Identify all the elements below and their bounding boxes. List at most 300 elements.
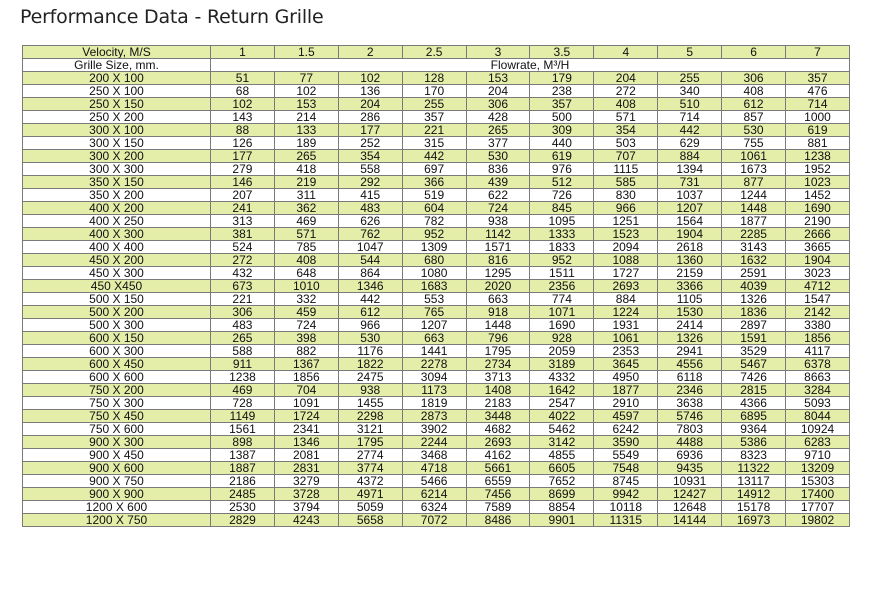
flowrate-cell: 1511 [530, 267, 594, 280]
flowrate-cell: 255 [658, 72, 722, 85]
flowrate-cell: 3023 [786, 267, 850, 280]
flowrate-cell: 510 [658, 98, 722, 111]
flowrate-cell: 2142 [786, 306, 850, 319]
flowrate-cell: 265 [274, 150, 338, 163]
flowrate-cell: 1207 [402, 319, 466, 332]
table-row [23, 475, 850, 488]
flowrate-cell: 1690 [530, 319, 594, 332]
velocity-header-cell: 4 [594, 46, 658, 59]
flowrate-cell: 6283 [786, 436, 850, 449]
flowrate-cell: 1367 [274, 358, 338, 371]
flowrate-cell: 1931 [594, 319, 658, 332]
flowrate-cell: 3713 [466, 371, 530, 384]
flowrate-cell: 16973 [722, 514, 786, 527]
grille-size-cell: 1200 X 600 [23, 501, 211, 514]
flowrate-cell: 2666 [786, 228, 850, 241]
flowrate-cell: 4718 [402, 462, 466, 475]
flowrate-cell: 519 [402, 189, 466, 202]
flowrate-cell: 622 [466, 189, 530, 202]
flowrate-cell: 673 [211, 280, 275, 293]
table-row [23, 462, 850, 475]
flowrate-cell: 306 [466, 98, 530, 111]
grille-size-cell: 600 X 300 [23, 345, 211, 358]
flowrate-cell: 976 [530, 163, 594, 176]
velocity-header-cell: 3.5 [530, 46, 594, 59]
velocity-header-row [23, 46, 850, 59]
flowrate-cell: 755 [722, 137, 786, 150]
table-row [23, 280, 850, 293]
table-row [23, 501, 850, 514]
flowrate-cell: 8699 [530, 488, 594, 501]
flowrate-cell: 724 [274, 319, 338, 332]
flowrate-cell: 663 [466, 293, 530, 306]
grille-size-cell: 450 X 300 [23, 267, 211, 280]
flowrate-cell: 1632 [722, 254, 786, 267]
flowrate-cell: 11322 [722, 462, 786, 475]
flowrate-cell: 214 [274, 111, 338, 124]
flowrate-cell: 604 [402, 202, 466, 215]
flowrate-cell: 272 [594, 85, 658, 98]
flowrate-cell: 707 [594, 150, 658, 163]
flowrate-cell: 252 [338, 137, 402, 150]
flowrate-cell: 2059 [530, 345, 594, 358]
flowrate-cell: 1904 [786, 254, 850, 267]
flowrate-cell: 571 [274, 228, 338, 241]
table-row [23, 488, 850, 501]
flowrate-cell: 1037 [658, 189, 722, 202]
velocity-header-cell: 1.5 [274, 46, 338, 59]
flowrate-cell: 4372 [338, 475, 402, 488]
flowrate-cell: 762 [338, 228, 402, 241]
flowrate-cell: 500 [530, 111, 594, 124]
flowrate-cell: 7652 [530, 475, 594, 488]
flowrate-cell: 10931 [658, 475, 722, 488]
flowrate-cell: 68 [211, 85, 275, 98]
flowrate-cell: 5746 [658, 410, 722, 423]
flowrate-cell: 11315 [594, 514, 658, 527]
flowrate-cell: 1091 [274, 397, 338, 410]
velocity-header-cell: 1 [211, 46, 275, 59]
flowrate-cell: 1142 [466, 228, 530, 241]
flowrate-cell: 366 [402, 176, 466, 189]
flowrate-cell: 14144 [658, 514, 722, 527]
flowrate-cell: 1309 [402, 241, 466, 254]
flowrate-cell: 2475 [338, 371, 402, 384]
flowrate-cell: 796 [466, 332, 530, 345]
flowrate-cell: 1642 [530, 384, 594, 397]
flowrate-cell: 255 [402, 98, 466, 111]
table-row [23, 410, 850, 423]
grille-size-cell: 250 X 150 [23, 98, 211, 111]
flowrate-cell: 357 [402, 111, 466, 124]
flowrate-cell: 204 [338, 98, 402, 111]
flowrate-cell: 221 [402, 124, 466, 137]
flowrate-cell: 398 [274, 332, 338, 345]
flowrate-cell: 9901 [530, 514, 594, 527]
table-row [23, 254, 850, 267]
flowrate-cell: 204 [594, 72, 658, 85]
flowrate-cell: 189 [274, 137, 338, 150]
flowrate-cell: 2183 [466, 397, 530, 410]
grille-size-cell: 350 X 150 [23, 176, 211, 189]
flowrate-cell: 864 [338, 267, 402, 280]
flowrate-cell: 17707 [786, 501, 850, 514]
flowrate-cell: 4597 [594, 410, 658, 423]
flowrate-cell: 207 [211, 189, 275, 202]
table-row [23, 293, 850, 306]
flowrate-cell: 286 [338, 111, 402, 124]
grille-size-cell: 900 X 900 [23, 488, 211, 501]
flowrate-cell: 1523 [594, 228, 658, 241]
flowrate-cell: 381 [211, 228, 275, 241]
flowrate-cell: 911 [211, 358, 275, 371]
flowrate-cell: 648 [274, 267, 338, 280]
flowrate-cell: 2485 [211, 488, 275, 501]
flowrate-cell: 704 [274, 384, 338, 397]
flowrate-cell: 836 [466, 163, 530, 176]
flowrate-cell: 6118 [658, 371, 722, 384]
flowrate-cell: 8745 [594, 475, 658, 488]
flowrate-cell: 4682 [466, 423, 530, 436]
flowrate-cell: 1105 [658, 293, 722, 306]
flowrate-cell: 1115 [594, 163, 658, 176]
table-row [23, 423, 850, 436]
table-row [23, 124, 850, 137]
flowrate-cell: 1856 [274, 371, 338, 384]
flowrate-cell: 4243 [274, 514, 338, 527]
flowrate-cell: 8486 [466, 514, 530, 527]
grille-size-cell: 600 X 450 [23, 358, 211, 371]
flowrate-cell: 4117 [786, 345, 850, 358]
grille-size-cell: 450 X 200 [23, 254, 211, 267]
grille-size-cell: 900 X 450 [23, 449, 211, 462]
flowrate-cell: 4971 [338, 488, 402, 501]
flowrate-cell: 1564 [658, 215, 722, 228]
table-row [23, 384, 850, 397]
flowrate-cell: 4332 [530, 371, 594, 384]
flowrate-cell: 731 [658, 176, 722, 189]
velocity-header-cell: 5 [658, 46, 722, 59]
flowrate-cell: 884 [594, 293, 658, 306]
flowrate-cell: 629 [658, 137, 722, 150]
flowrate-cell: 785 [274, 241, 338, 254]
flowrate-cell: 5386 [722, 436, 786, 449]
flowrate-cell: 418 [274, 163, 338, 176]
flowrate-cell: 3366 [658, 280, 722, 293]
flowrate-cell: 265 [466, 124, 530, 137]
flowrate-cell: 415 [338, 189, 402, 202]
flowrate-cell: 2547 [530, 397, 594, 410]
flowrate-cell: 1441 [402, 345, 466, 358]
flowrate-header-row [23, 59, 850, 72]
flowrate-cell: 1591 [722, 332, 786, 345]
flowrate-cell: 7426 [722, 371, 786, 384]
flowrate-cell: 530 [338, 332, 402, 345]
flowrate-cell: 4855 [530, 449, 594, 462]
flowrate-cell: 10924 [786, 423, 850, 436]
flowrate-cell: 1836 [722, 306, 786, 319]
flowrate-cell: 279 [211, 163, 275, 176]
flowrate-cell: 2278 [402, 358, 466, 371]
flowrate-cell: 877 [722, 176, 786, 189]
flowrate-cell: 3590 [594, 436, 658, 449]
flowrate-cell: 2530 [211, 501, 275, 514]
flowrate-cell: 440 [530, 137, 594, 150]
flowrate-cell: 8854 [530, 501, 594, 514]
flowrate-cell: 697 [402, 163, 466, 176]
flowrate-cell: 1244 [722, 189, 786, 202]
flowrate-cell: 530 [722, 124, 786, 137]
flowrate-cell: 4366 [722, 397, 786, 410]
velocity-header-cell: 2.5 [402, 46, 466, 59]
flowrate-cell: 2693 [466, 436, 530, 449]
flowrate-cell: 1571 [466, 241, 530, 254]
flowrate-cell: 2285 [722, 228, 786, 241]
flowrate-cell: 12427 [658, 488, 722, 501]
flowrate-cell: 2244 [402, 436, 466, 449]
flowrate-cell: 1455 [338, 397, 402, 410]
flowrate-cell: 1000 [786, 111, 850, 124]
flowrate-cell: 881 [786, 137, 850, 150]
flowrate-cell: 588 [211, 345, 275, 358]
flowrate-cell: 680 [402, 254, 466, 267]
flowrate-cell: 1326 [658, 332, 722, 345]
flowrate-cell: 146 [211, 176, 275, 189]
flowrate-cell: 558 [338, 163, 402, 176]
flowrate-cell: 6242 [594, 423, 658, 436]
flowrate-cell: 1360 [658, 254, 722, 267]
flowrate-cell: 136 [338, 85, 402, 98]
flowrate-cell: 1408 [466, 384, 530, 397]
flowrate-cell: 918 [466, 306, 530, 319]
flowrate-cell: 1547 [786, 293, 850, 306]
flowrate-cell: 4162 [466, 449, 530, 462]
grille-size-label: Grille Size, mm. [23, 59, 211, 72]
flowrate-cell: 5549 [594, 449, 658, 462]
table-row [23, 111, 850, 124]
table-row [23, 306, 850, 319]
flowrate-cell: 143 [211, 111, 275, 124]
flowrate-cell: 1224 [594, 306, 658, 319]
flowrate-cell: 19802 [786, 514, 850, 527]
table-row [23, 345, 850, 358]
flowrate-cell: 2414 [658, 319, 722, 332]
flowrate-cell: 2693 [594, 280, 658, 293]
flowrate-cell: 4950 [594, 371, 658, 384]
flowrate-cell: 1238 [786, 150, 850, 163]
flowrate-cell: 3468 [402, 449, 466, 462]
flowrate-cell: 12648 [658, 501, 722, 514]
flowrate-label: Flowrate, M³/H [211, 59, 850, 72]
flowrate-cell: 7803 [658, 423, 722, 436]
flowrate-cell: 102 [274, 85, 338, 98]
flowrate-cell: 315 [402, 137, 466, 150]
flowrate-cell: 354 [594, 124, 658, 137]
grille-size-cell: 750 X 450 [23, 410, 211, 423]
flowrate-cell: 306 [722, 72, 786, 85]
flowrate-cell: 1561 [211, 423, 275, 436]
flowrate-cell: 1887 [211, 462, 275, 475]
flowrate-cell: 3728 [274, 488, 338, 501]
grille-size-cell: 500 X 300 [23, 319, 211, 332]
flowrate-cell: 966 [594, 202, 658, 215]
flowrate-cell: 6378 [786, 358, 850, 371]
flowrate-cell: 2081 [274, 449, 338, 462]
flowrate-cell: 6214 [402, 488, 466, 501]
flowrate-cell: 459 [274, 306, 338, 319]
grille-size-cell: 400 X 400 [23, 241, 211, 254]
flowrate-cell: 377 [466, 137, 530, 150]
flowrate-cell: 524 [211, 241, 275, 254]
flowrate-cell: 882 [274, 345, 338, 358]
flowrate-cell: 845 [530, 202, 594, 215]
flowrate-cell: 612 [722, 98, 786, 111]
flowrate-cell: 4039 [722, 280, 786, 293]
flowrate-cell: 428 [466, 111, 530, 124]
flowrate-cell: 309 [530, 124, 594, 137]
flowrate-cell: 3638 [658, 397, 722, 410]
flowrate-cell: 2831 [274, 462, 338, 475]
table-row [23, 228, 850, 241]
flowrate-cell: 483 [338, 202, 402, 215]
flowrate-cell: 2829 [211, 514, 275, 527]
flowrate-cell: 153 [466, 72, 530, 85]
grille-size-cell: 900 X 600 [23, 462, 211, 475]
flowrate-cell: 432 [211, 267, 275, 280]
flowrate-cell: 1071 [530, 306, 594, 319]
flowrate-cell: 3121 [338, 423, 402, 436]
flowrate-cell: 3143 [722, 241, 786, 254]
flowrate-cell: 483 [211, 319, 275, 332]
flowrate-cell: 728 [211, 397, 275, 410]
table-row [23, 215, 850, 228]
grille-size-cell: 600 X 600 [23, 371, 211, 384]
flowrate-cell: 1856 [786, 332, 850, 345]
flowrate-cell: 3794 [274, 501, 338, 514]
flowrate-cell: 6324 [402, 501, 466, 514]
page-title: Performance Data - Return Grille [20, 6, 324, 28]
flowrate-cell: 238 [530, 85, 594, 98]
grille-size-cell: 250 X 100 [23, 85, 211, 98]
flowrate-cell: 77 [274, 72, 338, 85]
flowrate-cell: 2346 [658, 384, 722, 397]
flowrate-cell: 724 [466, 202, 530, 215]
flowrate-cell: 1149 [211, 410, 275, 423]
flowrate-cell: 1448 [722, 202, 786, 215]
flowrate-cell: 8044 [786, 410, 850, 423]
flowrate-cell: 2190 [786, 215, 850, 228]
flowrate-cell: 530 [466, 150, 530, 163]
flowrate-cell: 354 [338, 150, 402, 163]
table-row [23, 176, 850, 189]
flowrate-cell: 553 [402, 293, 466, 306]
flowrate-cell: 884 [658, 150, 722, 163]
flowrate-cell: 663 [402, 332, 466, 345]
flowrate-cell: 1724 [274, 410, 338, 423]
flowrate-cell: 3774 [338, 462, 402, 475]
flowrate-cell: 1952 [786, 163, 850, 176]
flowrate-cell: 2298 [338, 410, 402, 423]
grille-size-cell: 450 X450 [23, 280, 211, 293]
table-row [23, 319, 850, 332]
flowrate-cell: 1387 [211, 449, 275, 462]
table-row [23, 358, 850, 371]
flowrate-cell: 2341 [274, 423, 338, 436]
flowrate-cell: 476 [786, 85, 850, 98]
flowrate-cell: 88 [211, 124, 275, 137]
flowrate-cell: 292 [338, 176, 402, 189]
flowrate-cell: 102 [211, 98, 275, 111]
flowrate-cell: 332 [274, 293, 338, 306]
table-row [23, 436, 850, 449]
flowrate-cell: 938 [338, 384, 402, 397]
flowrate-cell: 8323 [722, 449, 786, 462]
flowrate-cell: 830 [594, 189, 658, 202]
grille-size-cell: 250 X 200 [23, 111, 211, 124]
flowrate-cell: 311 [274, 189, 338, 202]
flowrate-cell: 51 [211, 72, 275, 85]
grille-size-cell: 300 X 150 [23, 137, 211, 150]
flowrate-cell: 179 [530, 72, 594, 85]
flowrate-cell: 1530 [658, 306, 722, 319]
flowrate-cell: 1023 [786, 176, 850, 189]
flowrate-cell: 1346 [338, 280, 402, 293]
flowrate-cell: 10118 [594, 501, 658, 514]
table-row [23, 241, 850, 254]
flowrate-cell: 170 [402, 85, 466, 98]
flowrate-cell: 126 [211, 137, 275, 150]
flowrate-cell: 2941 [658, 345, 722, 358]
flowrate-cell: 2159 [658, 267, 722, 280]
flowrate-cell: 857 [722, 111, 786, 124]
flowrate-cell: 13209 [786, 462, 850, 475]
flowrate-cell: 966 [338, 319, 402, 332]
table-row [23, 332, 850, 345]
flowrate-cell: 726 [530, 189, 594, 202]
grille-size-cell: 400 X 250 [23, 215, 211, 228]
flowrate-cell: 1877 [594, 384, 658, 397]
flowrate-cell: 1795 [466, 345, 530, 358]
flowrate-cell: 313 [211, 215, 275, 228]
flowrate-cell: 7589 [466, 501, 530, 514]
flowrate-cell: 265 [211, 332, 275, 345]
velocity-header-cell: 2 [338, 46, 402, 59]
grille-size-cell: 750 X 300 [23, 397, 211, 410]
flowrate-cell: 782 [402, 215, 466, 228]
velocity-label: Velocity, M/S [23, 46, 211, 59]
flowrate-cell: 1047 [338, 241, 402, 254]
grille-size-cell: 500 X 200 [23, 306, 211, 319]
grille-size-cell: 400 X 300 [23, 228, 211, 241]
flowrate-cell: 5466 [402, 475, 466, 488]
flowrate-cell: 408 [722, 85, 786, 98]
table-row [23, 150, 850, 163]
flowrate-cell: 4712 [786, 280, 850, 293]
table-row [23, 163, 850, 176]
flowrate-cell: 17400 [786, 488, 850, 501]
flowrate-cell: 1088 [594, 254, 658, 267]
flowrate-cell: 1061 [594, 332, 658, 345]
flowrate-cell: 7548 [594, 462, 658, 475]
flowrate-cell: 357 [786, 72, 850, 85]
flowrate-cell: 1061 [722, 150, 786, 163]
flowrate-cell: 1727 [594, 267, 658, 280]
table-row [23, 449, 850, 462]
flowrate-cell: 619 [530, 150, 594, 163]
flowrate-cell: 9710 [786, 449, 850, 462]
flowrate-cell: 3142 [530, 436, 594, 449]
table-row [23, 85, 850, 98]
